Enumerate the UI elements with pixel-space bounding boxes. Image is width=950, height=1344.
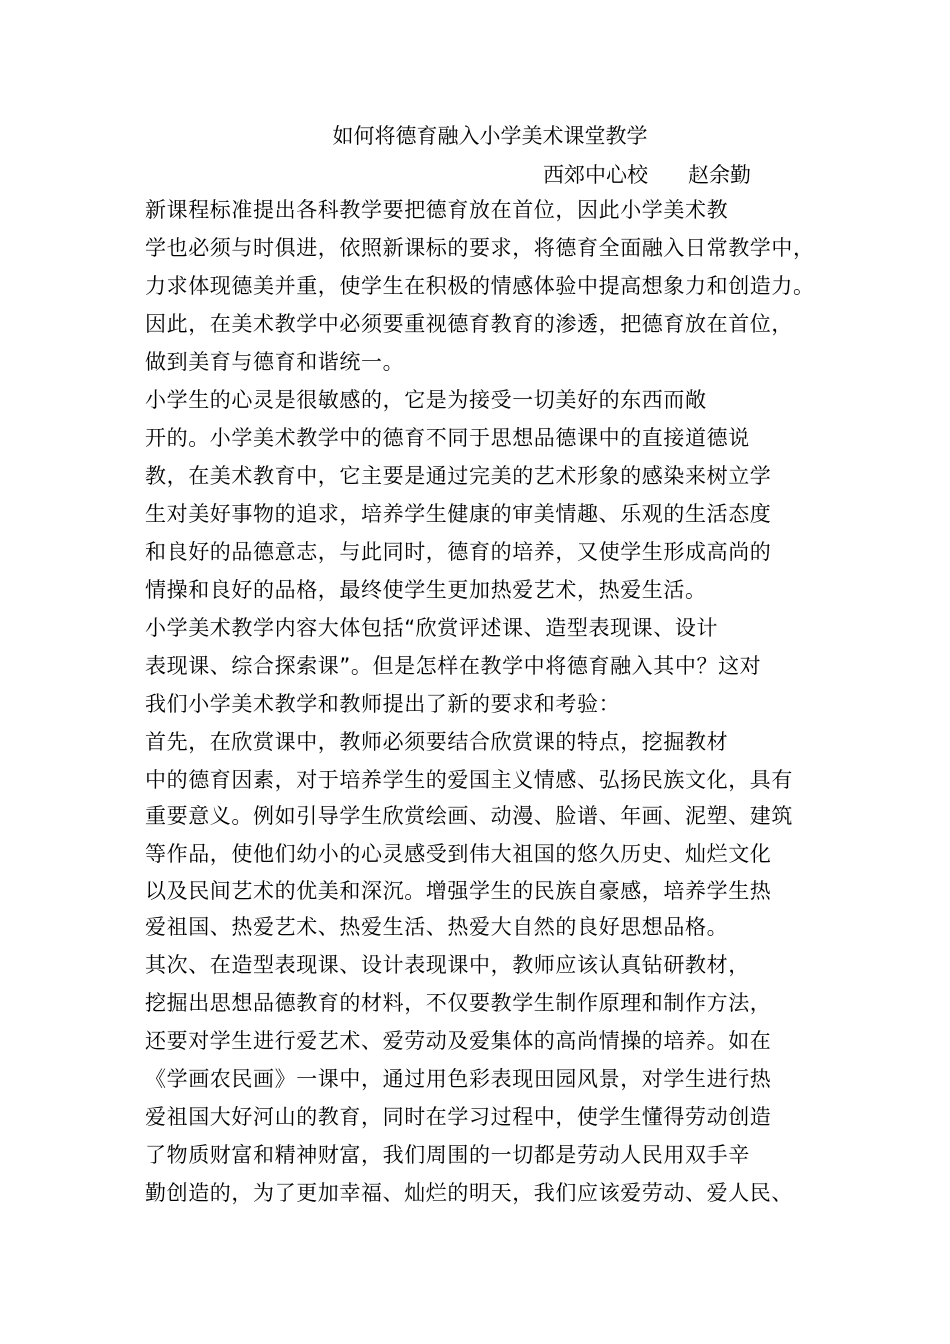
body-line: 挖掘出思想品德教育的材料，不仅要教学生制作原理和制作方法，: [145, 991, 772, 1015]
body-line: 因此，在美术教学中必须要重视德育教育的渗透，把德育放在首位，: [145, 312, 793, 336]
body-line: 表现课、综合探索课”。但是怎样在教学中将德育融入其中？这对: [145, 654, 762, 678]
body-line: 小学生的心灵是很敏感的，它是为接受一切美好的东西而敞: [145, 388, 707, 412]
body-line: 中的德育因素，对于培养学生的爱国主义情感、弘扬民族文化，具有: [145, 768, 793, 792]
body-line: 等作品，使他们幼小的心灵感受到伟大祖国的悠久历史、灿烂文化: [145, 842, 772, 866]
body-line: 重要意义。例如引导学生欣赏绘画、动漫、脸谱、年画、泥塑、建筑: [145, 804, 793, 828]
body-line: 学也必须与时俱进，依照新课标的要求，将德育全面融入日常教学中，: [145, 236, 815, 260]
body-line: 生对美好事物的追求，培养学生健康的审美情趣、乐观的生活态度: [145, 502, 772, 526]
body-line: 勤创造的，为了更加幸福、灿烂的明天，我们应该爱劳动、爱人民、: [145, 1181, 793, 1205]
body-line: 我们小学美术教学和教师提出了新的要求和考验：: [145, 692, 621, 716]
body-line: 小学美术教学内容大体包括“欣赏评述课、造型表现课、设计: [145, 616, 719, 640]
body-line: 还要对学生进行爱艺术、爱劳动及爱集体的高尚情操的培养。如在: [145, 1029, 772, 1053]
body-line: 做到美育与德育和谐统一。: [145, 350, 405, 374]
body-line: 爱祖国、热爱艺术、热爱生活、热爱大自然的良好思想品格。: [145, 915, 729, 939]
body-line: 其次、在造型表现课、设计表现课中，教师应该认真钻研教材，: [145, 953, 750, 977]
body-line: 新课程标准提出各科教学要把德育放在首位，因此小学美术教: [145, 198, 729, 222]
body-line: 首先，在欣赏课中，教师必须要结合欣赏课的特点，挖掘教材: [145, 730, 729, 754]
author-byline: 西郊中心校 赵余勤: [543, 163, 752, 187]
body-line: 以及民间艺术的优美和深沉。增强学生的民族自豪感，培养学生热: [145, 879, 772, 903]
body-line: 和良好的品德意志，与此同时，德育的培养，又使学生形成高尚的: [145, 540, 772, 564]
body-line: 了物质财富和精神财富，我们周围的一切都是劳动人民用双手辛: [145, 1143, 750, 1167]
body-line: 《学画农民画》一课中，通过用色彩表现田园风景，对学生进行热: [145, 1067, 772, 1091]
body-line: 爱祖国大好河山的教育，同时在学习过程中，使学生懂得劳动创造: [145, 1105, 772, 1129]
document-title: 如何将德育融入小学美术课堂教学: [332, 124, 648, 148]
body-line: 力求体现德美并重，使学生在积极的情感体验中提高想象力和创造力。: [145, 274, 815, 298]
body-line: 教，在美术教育中，它主要是通过完美的艺术形象的感染来树立学: [145, 464, 772, 488]
body-line: 情操和良好的品格，最终使学生更加热爱艺术，热爱生活。: [145, 578, 707, 602]
body-line: 开的。小学美术教学中的德育不同于思想品德课中的直接道德说: [145, 426, 750, 450]
